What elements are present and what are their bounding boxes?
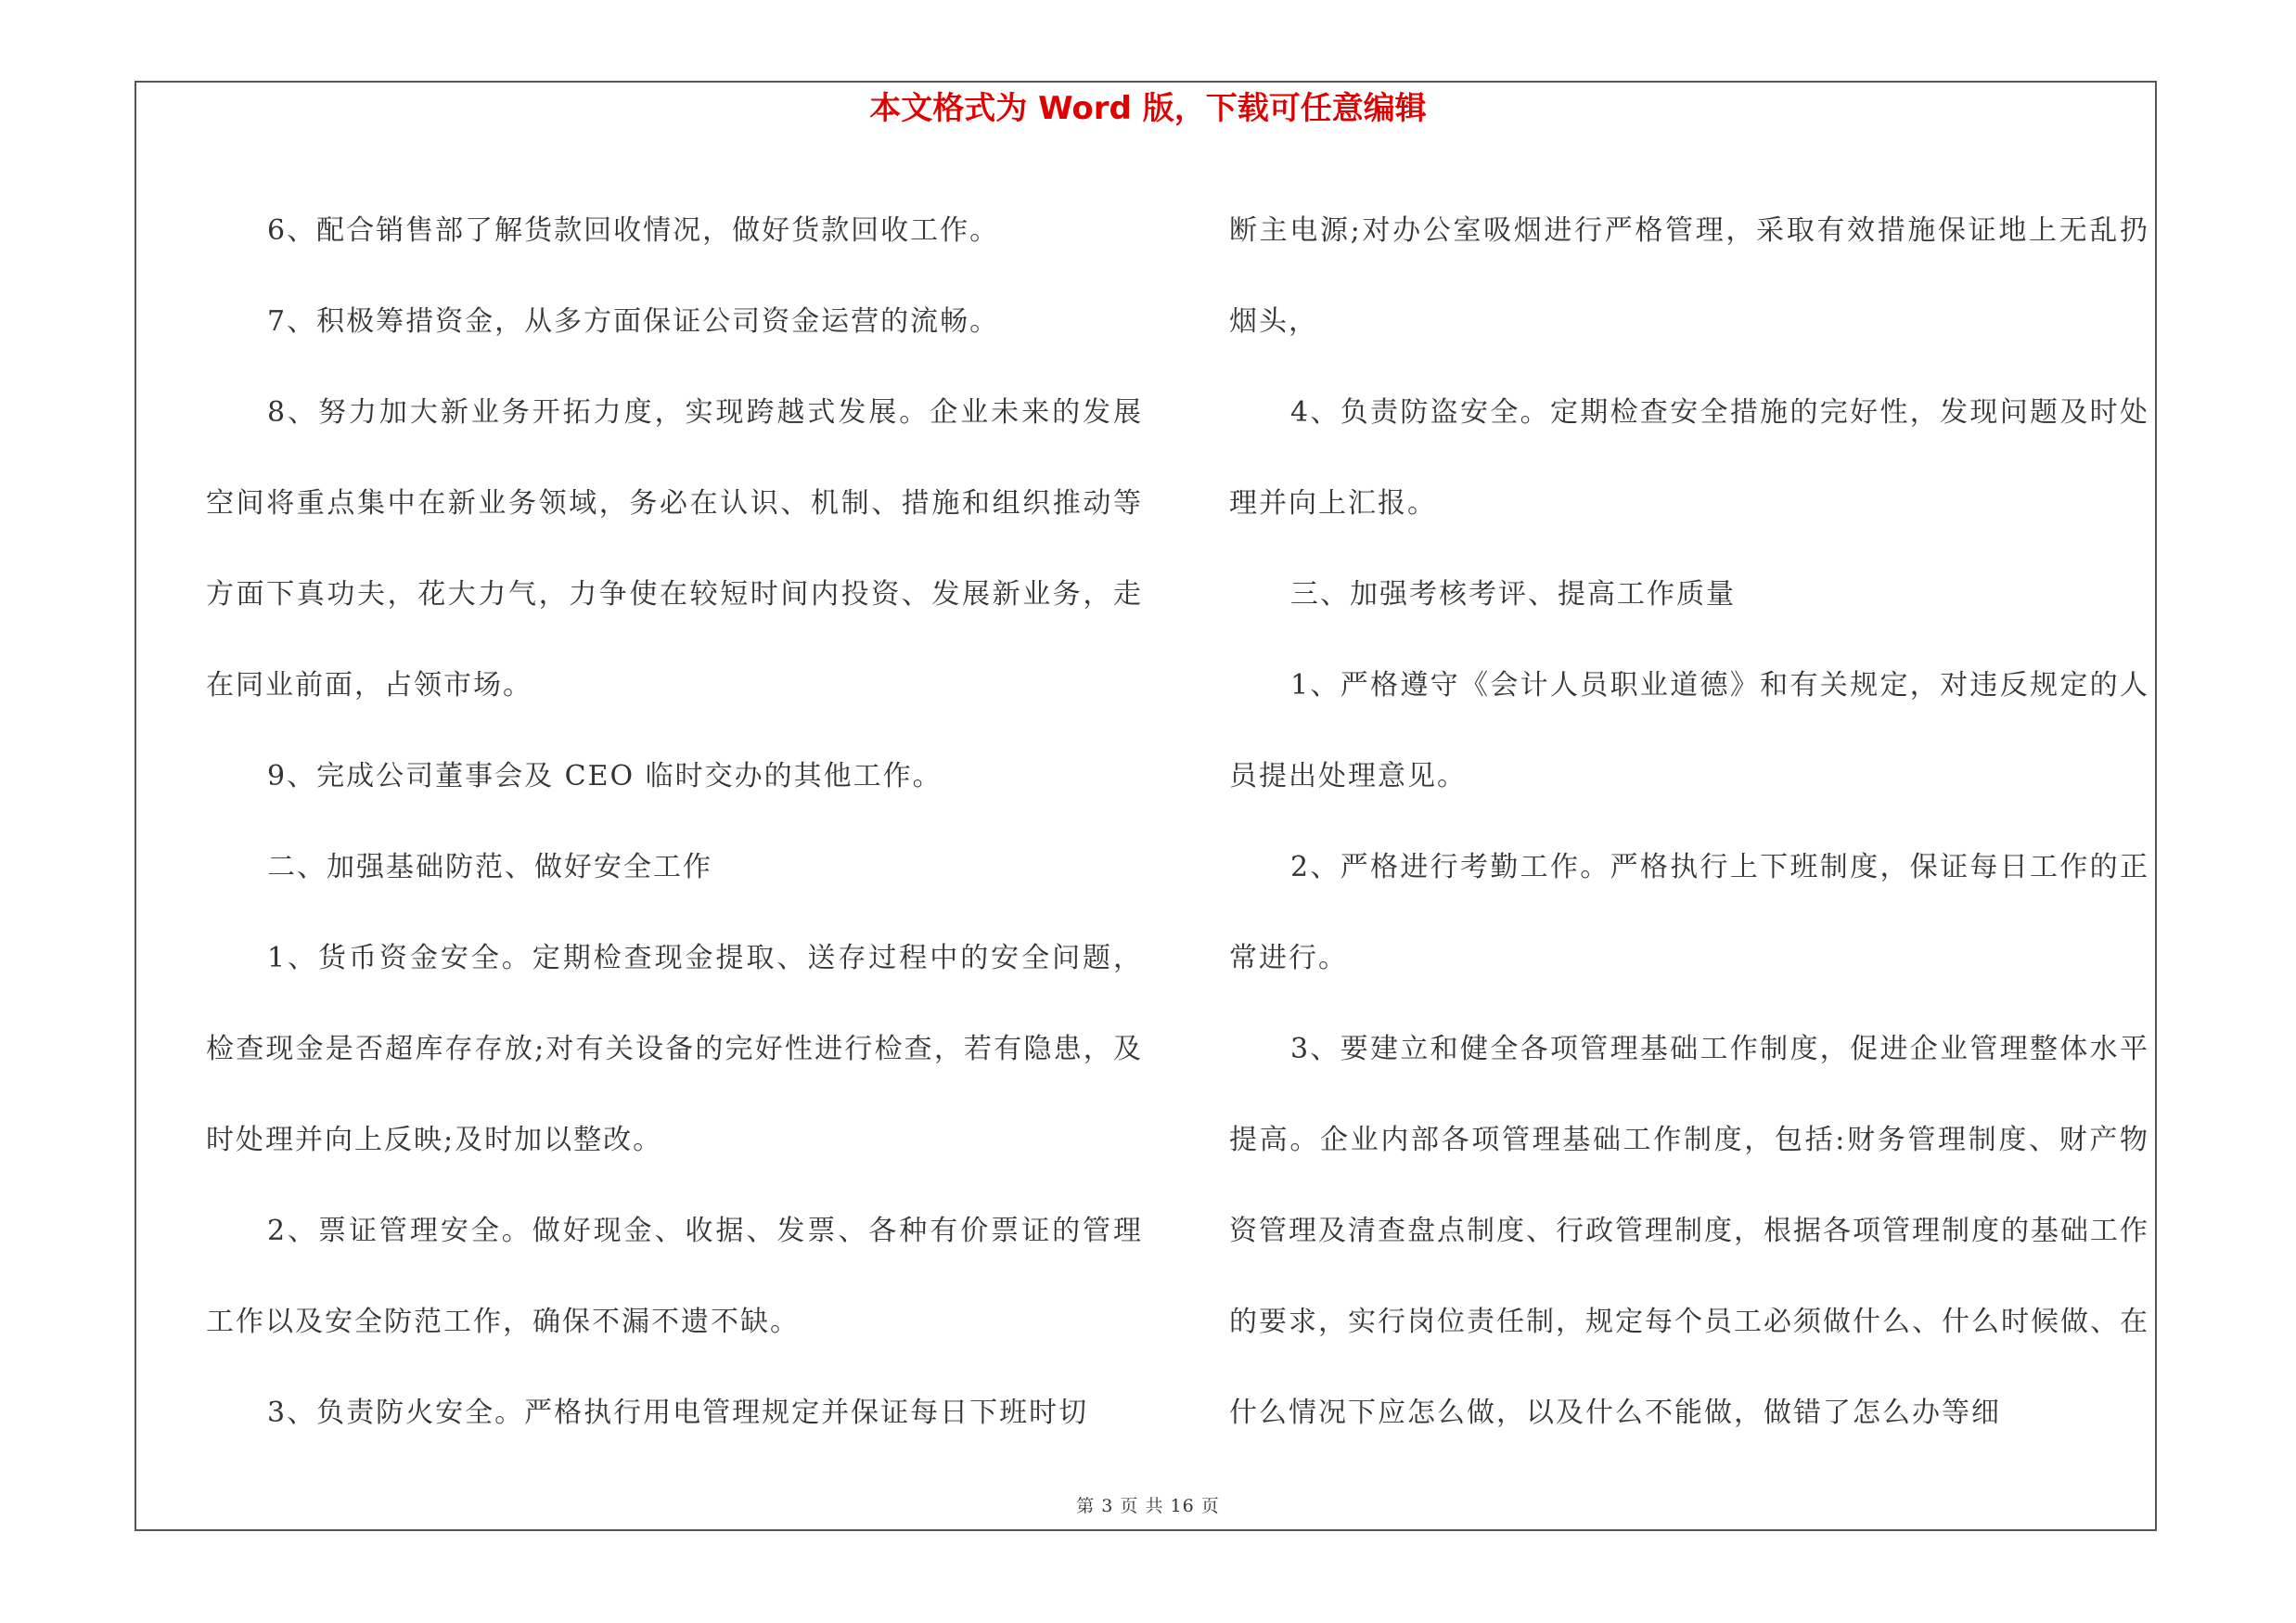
left-column: [206, 186, 1143, 1459]
section-heading: 二、加强基础防范、做好安全工作: [267, 851, 712, 883]
paragraph: 2、票证管理安全。做好现金、收据、发票、各种有价票证的管理工作以及安全防范工作，确保不漏不遗不缺。: [206, 1215, 1143, 1338]
section-heading: 三、加强考核考评、提高工作质量: [1290, 578, 1736, 611]
paragraph: 3、负责防火安全。严格执行用电管理规定并保证每日下班时切: [267, 1397, 1089, 1429]
paragraph: 1、严格遵守《会计人员职业道德》和有关规定，对违反规定的人员提出处理意见。: [1229, 669, 2149, 792]
paragraph: 1、货币资金安全。定期检查现金提取、送存过程中的安全问题，检查现金是否超库存存放;对有关设备的完好性进行检查，若有隐患，及时处理并向上反映;及时加以整改。: [206, 942, 1143, 1156]
paragraph-continuation: 断主电源;对办公室吸烟进行严格管理，采取有效措施保证地上无乱扔烟头，: [1229, 214, 2149, 338]
paragraph: 9、完成公司董事会及 CEO 临时交办的其他工作。: [267, 760, 943, 792]
paragraph: 4、负责防盗安全。定期检查安全措施的完好性，发现问题及时处理并向上汇报。: [1229, 396, 2149, 520]
paragraph: 8、努力加大新业务开拓力度，实现跨越式发展。企业未来的发展空间将重点集中在新业务领域，务必在认识、机制、措施和组织推动等方面下真功夫，花大力气，力争使在较短时间内投资、发展新业务，走在同业前面，占领市场。: [206, 396, 1143, 702]
paragraph: 2、严格进行考勤工作。严格执行上下班制度，保证每日工作的正常进行。: [1229, 851, 2149, 974]
page-number: 第 3 页 共 16 页: [1076, 1496, 1220, 1516]
format-banner: 本文格式为 Word 版，下载可任意编辑: [869, 90, 1427, 127]
right-column: [1229, 186, 2149, 1459]
paragraph: 7、积极筹措资金，从多方面保证公司资金运营的流畅。: [267, 305, 1000, 338]
paragraph: 6、配合销售部了解货款回收情况，做好货款回收工作。: [267, 214, 1000, 247]
paragraph: 3、要建立和健全各项管理基础工作制度，促进企业管理整体水平提高。企业内部各项管理基础工作制度，包括:财务管理制度、财产物资管理及清查盘点制度、行政管理制度，根据各项管理制度的基础工作的要求，实行岗位责任制，规定每个员工必须做什么、什么时候做、在什么情况下应怎么做，以及什么不能做，做错了怎么办等细: [1229, 1033, 2149, 1429]
